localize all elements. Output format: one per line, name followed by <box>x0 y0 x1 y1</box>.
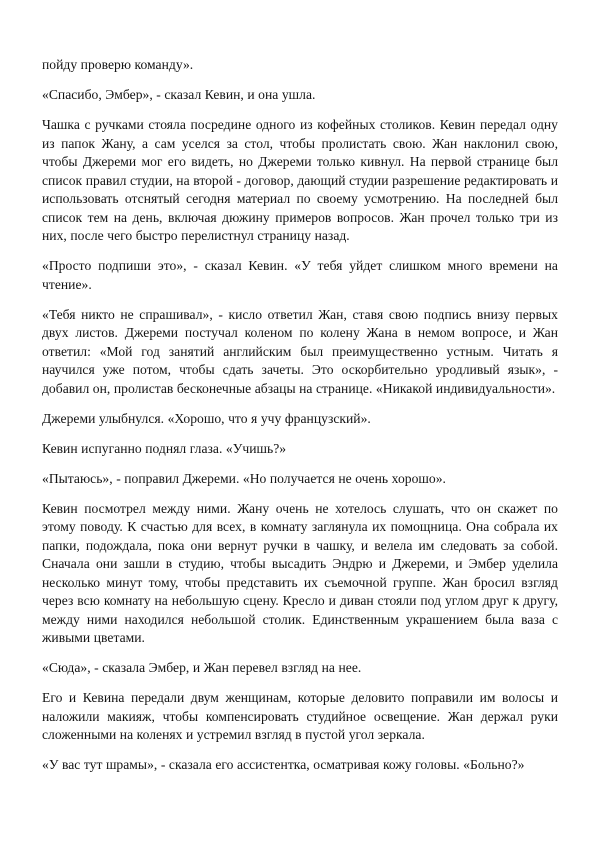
paragraph: пойду проверю команду». <box>42 57 194 72</box>
paragraph: «Просто подпиши это», - сказал Кевин. «У тебя уйдет слишком много времени на чтение». <box>42 258 558 292</box>
paragraph: Его и Кевина передали двум женщинам, которые деловито поправили им волосы и наложили макияж, чтобы компенсировать студийное освещение. Жан держал руки сложенными на коленях и устремил взгляд в пустой угол зеркала. <box>42 690 558 742</box>
paragraph: Кевин испуганно поднял глаза. «Учишь?» <box>42 440 287 456</box>
paragraph: Кевин посмотрел между ними. Жану очень не хотелось слушать, что он скажет по этому поводу. К счастью для всех, в комнату заглянула их помощница. Она собрала их папки, подождала, пока они вернут ручки в чашку, и велела им следовать за собой. Сначала они зашли в студию, чтобы высадить Эндрю и Джереми, и Эмбер уделила несколько минут тому, чтобы представить их съемочной группе. Жан бросил взгляд через всю комнату на небольшую сцену. Кресло и диван стояли под углом друг к другу, между ними находился небольшой столик. Единственным украшением была ваза с живыми цветами. <box>42 500 558 645</box>
paragraph: Джереми улыбнулся. «Хорошо, что я учу французский». <box>42 410 371 426</box>
paragraph: «У вас тут шрамы», - сказала его ассистентка, осматривая кожу головы. «Больно?» <box>42 757 525 772</box>
paragraph: «Пытаюсь», - поправил Джереми. «Но получается не очень хорошо». <box>42 470 446 486</box>
paragraph: «Сюда», - сказала Эмбер, и Жан перевел взгляд на нее. <box>42 660 362 675</box>
paragraph: Чашка с ручками стояла посредине одного из кофейных столиков. Кевин передал одну из папок Жану, а сам уселся за стол, чтобы пролистать свою. Жан наклонил свою, чтобы Джереми мог его видеть, но Джереми только кивнул. На первой странице был список правил студии, на второй - договор, дающий студии разрешение редактировать и использовать отснятый сегодня материал по своему усмотрению. На последней был список тем на день, включая дюжину примеров вопросов. Жан прочел только три из них, после чего быстро перелистнул страницу назад. <box>42 117 558 243</box>
text-column <box>42 56 558 775</box>
paragraph: «Тебя никто не спрашивал», - кисло ответил Жан, ставя свою подпись внизу первых двух листов. Джереми постучал коленом по колену Жана в немом вопросе, и Жан ответил: «Мой год занятий английским был преимущественно устным. Читать я научился уже потом, чтобы сдать зачеты. Это оскорбительно уродливый язык», - добавил он, пролистав бесконечные абзацы на странице. «Никакой индивидуальности». <box>42 306 558 396</box>
paragraph: «Спасибо, Эмбер», - сказал Кевин, и она ушла. <box>42 87 316 102</box>
